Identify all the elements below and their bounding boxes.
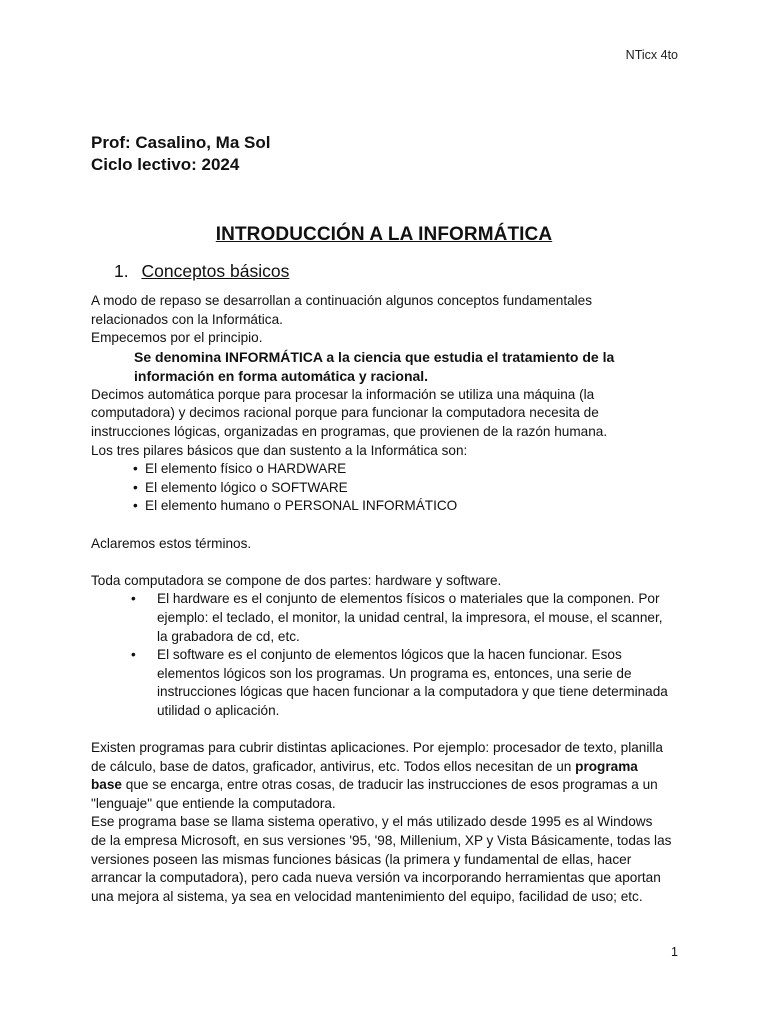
paragraph-line: A modo de repaso se desarrollan a continuación algunos conceptos fundamentales <box>91 293 593 308</box>
paragraph-line: de la empresa Microsoft, en sus versiones '95, '98, Millenium, XP y Vista Básicamente, todas las <box>91 833 672 849</box>
paragraph-text: de cálculo, base de datos, graficador, antivirus, etc. Todos ellos necesitan de un <box>91 758 576 774</box>
list-item-line: la grabadora de cd, etc. <box>157 628 300 644</box>
list-item <box>91 646 691 720</box>
pillars-list <box>91 460 691 516</box>
paragraph-line: instrucciones lógicas, organizadas en programas, que provienen de la razón humana. <box>91 423 608 439</box>
author-block <box>91 132 270 176</box>
paragraph-line: Existen programas para cubrir distintas aplicaciones. Por ejemplo: procesador de texto, planilla <box>91 740 663 756</box>
bullet-icon: • <box>133 479 138 495</box>
page-title: INTRODUCCIÓN A LA INFORMÁTICA <box>215 224 553 245</box>
paragraph-line: relacionados con la Informática. <box>91 311 283 327</box>
paragraph-line: arrancar la computadora), pero cada nueva versión va incorporando herramientas que aportan <box>91 870 661 886</box>
section-number: 1. <box>114 261 129 281</box>
paragraph-line: Los tres pilares básicos que dan sustento a la Informática son: <box>91 442 468 458</box>
bullet-icon: • <box>133 498 138 514</box>
document-body <box>91 292 691 906</box>
bullet-icon: • <box>133 461 138 477</box>
list-item-text: El elemento humano o PERSONAL INFORMÁTICO <box>145 498 458 514</box>
list-item-text: El elemento lógico o SOFTWARE <box>145 479 348 495</box>
paragraph-line <box>91 776 691 795</box>
list-item <box>91 460 691 479</box>
paragraph-line: versiones poseen las mismas funciones básicas (la primera y fundamental de ellas, hacer <box>91 851 632 867</box>
list-item <box>91 590 691 646</box>
list-item-line: El hardware es el conjunto de elementos físicos o materiales que la componen. Por <box>157 591 660 607</box>
bullet-icon: • <box>131 591 136 607</box>
paragraph-line: computadora) y decimos racional porque para funcionar la computadora necesita de <box>91 405 599 421</box>
bullet-icon: • <box>131 647 136 663</box>
list-item <box>91 479 691 498</box>
paragraph-line: Toda computadora se compone de dos partes: hardware y software. <box>91 572 502 588</box>
section-label: Conceptos básicos <box>141 261 290 281</box>
list-item-line: instrucciones lógicas que hacen funcionar a la computadora y que tiene determinada <box>157 684 668 700</box>
list-item-line: El software es el conjunto de elementos lógicos que la hacen funcionar. Esos <box>157 647 622 663</box>
paragraph-line: Ese programa base se llama sistema operativo, y el más utilizado desde 1995 es al Windows <box>91 814 653 830</box>
bold-term: programa <box>575 758 638 774</box>
paragraph-line: Aclaremos estos términos. <box>91 535 252 551</box>
header-course-label: NTicx 4to <box>625 48 678 62</box>
page-number: 1 <box>671 945 678 959</box>
professor-name: Prof: Casalino, Ma Sol <box>91 133 271 152</box>
paragraph-line <box>91 758 691 777</box>
definition-line: información en forma automática y racional. <box>134 367 429 384</box>
list-item-line: elementos lógicos son los programas. Un programa es, entonces, una serie de <box>157 665 632 681</box>
parts-list <box>91 590 691 720</box>
definition-line: Se denomina INFORMÁTICA a la ciencia que estudia el tratamiento de la <box>134 348 615 365</box>
paragraph-line: Empecemos por el principio. <box>91 330 263 346</box>
paragraph-text: que se encarga, entre otras cosas, de traducir las instrucciones de esos programas a un <box>121 777 658 793</box>
list-item-line: utilidad o aplicación. <box>157 702 280 718</box>
bold-term: base <box>91 777 122 793</box>
list-item <box>91 497 691 516</box>
paragraph-line: Decimos automática porque para procesar la información se utiliza una máquina (la <box>91 386 595 402</box>
paragraph-line: "lenguaje" que entiende la computadora. <box>91 795 336 811</box>
list-item-line: ejemplo: el teclado, el monitor, la unidad central, la impresora, el mouse, el scanner, <box>157 609 663 625</box>
section-heading <box>114 261 289 282</box>
school-year: Ciclo lectivo: 2024 <box>91 155 240 174</box>
list-item-text: El elemento físico o HARDWARE <box>145 461 347 477</box>
paragraph-line: una mejora al sistema, ya sea en velocidad mantenimiento del equipo, facilidad de uso; etc. <box>91 888 643 904</box>
